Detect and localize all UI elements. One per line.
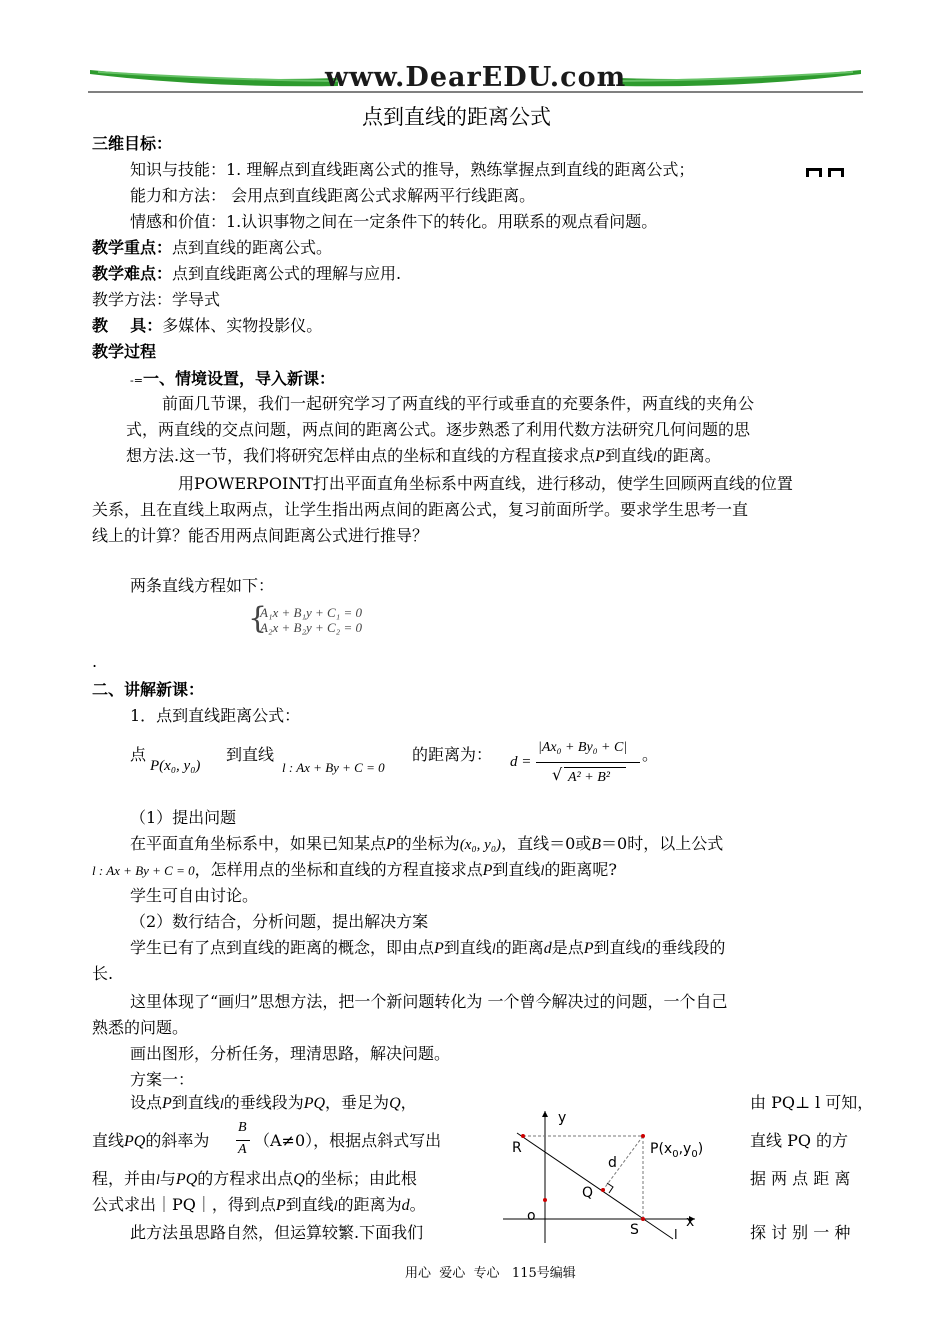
point-p [641, 1134, 645, 1138]
q2-l: l [641, 942, 646, 957]
formula-denominator: A² + B² [568, 770, 610, 785]
point-r [521, 1134, 525, 1138]
s1-para2-line3: 线上的计算？能否用两点间距离公式进行推导？ [92, 526, 429, 545]
section1-prefix: -= [130, 374, 143, 387]
p1-P: P [275, 1197, 286, 1214]
q2-text: 到直线 [593, 938, 642, 957]
equation-1: A₁x + B₁y + C₁ = 0 [260, 605, 362, 620]
q2-P: P [434, 940, 444, 957]
s1-para2-line2: 关系，且在直线上取两点，让学生指出两点间的距离公式，复习前面所学。要求学生思考一直 [92, 500, 749, 519]
p-text: P(x [650, 1141, 673, 1157]
formula-text: 到直线 [226, 745, 275, 764]
s1-text: 到直线 [604, 446, 653, 465]
goal-emotion: 情感和价值：1.认识事物之间在一定条件下的转化。用联系的观点看问题。 [130, 212, 658, 231]
p1-line1 [130, 1090, 417, 1113]
p1-l: l [219, 1097, 224, 1112]
difficulty-text: 点到直线距离公式的理解与应用. [172, 264, 402, 283]
p1-text: ， [400, 1093, 417, 1112]
page-footer: 用心 爱心 专心 115号编辑 [405, 1266, 576, 1281]
q1-P: P [482, 862, 493, 879]
section1-heading-row [130, 366, 335, 389]
p1-right2: 直线 PQ 的方 [750, 1131, 849, 1150]
item1: 1．点到直线距离公式： [130, 706, 301, 725]
teaching-tools [92, 313, 322, 336]
p1-text: 的坐标；由此根 [304, 1169, 417, 1188]
slope-den: A [238, 1142, 247, 1157]
fig-label-q: Q [582, 1185, 594, 1201]
p1-right1: 由 PQ⊥ l 可知， [750, 1093, 874, 1112]
q2-text: 的距离 [495, 938, 544, 957]
point-s [641, 1217, 645, 1221]
section2-heading: 二、讲解新课： [92, 680, 205, 699]
p-text: ,y [678, 1141, 692, 1157]
p1-l: l [156, 1173, 160, 1188]
fig-label-o: o [527, 1208, 536, 1224]
p-sub: 0 [672, 1148, 679, 1160]
q1-l: l [540, 864, 545, 879]
q2-title: （2）数行结合，分析问题，提出解决方案 [130, 912, 429, 931]
fraction-bar [536, 762, 640, 763]
p1-right3: 据 两 点 距 离 [750, 1169, 851, 1188]
q2-l: l [491, 942, 496, 957]
formula-numerator: |Ax₀ + By₀ + C| [538, 740, 628, 755]
s1-l: l [652, 450, 657, 465]
equation-2: A₂x + B₂y + C₂ = 0 [260, 620, 362, 635]
p1-text: 到直线 [171, 1093, 220, 1112]
p1-PQ: PQ [303, 1095, 326, 1112]
site-logo-text: www.DearEDU.com [325, 62, 627, 93]
point-q [601, 1188, 605, 1192]
q1-text: ，直线＝0或 [501, 834, 592, 853]
formula-point: P(x₀, y₀) [150, 758, 201, 774]
teaching-method: 教学方法：学导式 [92, 290, 221, 309]
s1-para1-line1: 前面几节课，我们一起研究学习了两直线的平行或垂直的充要条件，两直线的夹角公 [162, 394, 755, 413]
difficulty-label: 教学难点： [92, 264, 173, 283]
tools-label: 教 具： [92, 316, 163, 335]
s1-para1-line3 [126, 443, 721, 466]
s1-para1-line2: 式，两直线的交点问题，两点间的距离公式。逐步熟悉了利用代数方法研究几何问题的思 [126, 420, 751, 439]
p1-text: 设点 [130, 1093, 163, 1112]
fig-label-d: d [608, 1155, 617, 1171]
q1-text: ，怎样用点的坐标和直线的方程直接求点 [194, 860, 483, 879]
p1-d: d [401, 1197, 410, 1214]
goal-knowledge: 知识与技能：1. 理解点到直线距离公式的推导，熟练掌握点到直线的距离公式； [130, 160, 695, 179]
p-sub: 0 [691, 1148, 698, 1160]
q2-text: 到直线 [443, 938, 492, 957]
slope-bar [236, 1140, 250, 1141]
formula-line: l : Ax + By + C = 0 [282, 760, 385, 775]
p1-text: 的斜率为 [145, 1131, 210, 1150]
p1-PQ: PQ [175, 1171, 198, 1188]
key-point-label: 教学重点： [92, 238, 173, 257]
q2-text: 学生已有了点到直线的距离的概念，即由点 [130, 938, 435, 957]
q2-text: 的垂线段的 [645, 938, 726, 957]
sqrt-bar [564, 767, 626, 768]
p1-l: l [333, 1199, 338, 1214]
q1-text: 到直线 [492, 860, 541, 879]
idea-line1: 这里体现了“画归”思想方法，把一个新问题转化为 一个曾今解决过的问题，一个自己 [130, 992, 728, 1011]
tools-text: 多媒体、实物投影仪。 [162, 316, 323, 335]
p1-text: 到直线 [285, 1195, 334, 1214]
idea-line2: 熟悉的问题。 [92, 1018, 189, 1037]
slope-num: B [238, 1120, 247, 1135]
section1-heading: 一、情境设置，导入新课： [142, 369, 335, 388]
p1-text: 的距离为 [337, 1195, 402, 1214]
p1-line2-tail: （A≠0），根据点斜式写出 [254, 1131, 442, 1150]
q1-line2 [92, 857, 617, 880]
fig-label-p [650, 1141, 703, 1160]
q1-text: 的坐标为 [395, 834, 460, 853]
fig-label-s: S [630, 1222, 639, 1238]
p1-text: 的方程求出点 [197, 1169, 294, 1188]
p1-P: P [162, 1095, 172, 1112]
p1-text: ，垂足为 [325, 1093, 390, 1112]
p1-slope-fraction [236, 1120, 250, 1162]
q1-B: B [591, 836, 602, 853]
p1-PQ: PQ [124, 1133, 146, 1150]
key-point [92, 235, 332, 258]
q2-line1 [130, 935, 725, 958]
s1-text: 的距离。 [656, 446, 721, 465]
q1-line-eq: l : Ax + By + C = 0 [92, 863, 195, 878]
p1-text: 的垂线段为 [223, 1093, 304, 1112]
q2-d: d [543, 940, 552, 957]
p1-text: 与 [159, 1169, 176, 1188]
fig-label-y: y [558, 1110, 567, 1126]
brace: { [248, 601, 268, 636]
p1-text: 直线 [92, 1131, 125, 1150]
formula-text: 点 [130, 745, 147, 764]
equations-intro: 两条直线方程如下： [130, 576, 275, 595]
key-point-text: 点到直线的距离公式。 [172, 238, 333, 257]
p1-line5: 此方法虽思路自然，但运算较繁.下面我们 [130, 1223, 424, 1242]
q2-P: P [583, 940, 594, 957]
p1-Q: Q [293, 1171, 305, 1188]
draw-line: 画出图形，分析任务，理清思路，解决问题。 [130, 1044, 451, 1063]
p1-text: 程，并由 [92, 1169, 157, 1188]
distance-figure [495, 1105, 745, 1255]
process-heading: 教学过程 [92, 342, 157, 361]
q1-line1 [130, 831, 723, 854]
p1-line2 [92, 1128, 209, 1151]
formula-d: d = [510, 754, 532, 770]
difficulty [92, 261, 401, 284]
p1-text: 。 [409, 1195, 426, 1214]
s1-para2-line1: 用POWERPOINT打出平面直角坐标系中两直线，进行移动，使学生回顾两直线的位置 [178, 474, 793, 493]
q2-text: 是点 [551, 938, 584, 957]
q1-text: 的距离呢? [544, 860, 617, 879]
sqrt-icon: √ [552, 765, 563, 784]
stray-dot: . [92, 652, 98, 671]
q2-line2: 长. [92, 964, 114, 983]
p1-line3 [92, 1166, 417, 1189]
page-title: 点到直线的距离公式 [362, 105, 551, 129]
fig-label-r: R [512, 1140, 522, 1156]
formula-text: 。 [642, 745, 659, 764]
goals-heading: 三维目标： [92, 134, 173, 153]
right-angle-mark [607, 1183, 613, 1193]
p1-line4 [92, 1192, 426, 1215]
discuss: 学生可自由讨论。 [130, 886, 259, 905]
p1-Q: Q [389, 1095, 401, 1112]
s1-text: 想方法.这一节，我们将研究怎样由点的坐标和直线的方程直接求点 [126, 446, 596, 465]
formula-text: 的距离为： [412, 745, 493, 764]
p-text: ) [697, 1141, 704, 1157]
q1-coord: (x₀, y₀) [459, 837, 502, 853]
fig-label-l: l [674, 1228, 678, 1243]
p1-right5: 探 讨 别 一 种 [750, 1223, 851, 1242]
q1-text: ＝0时，以上公式 [601, 834, 724, 853]
toc-marker-icon [804, 166, 848, 178]
q1-text: 在平面直角坐标系中，如果已知某点 [130, 834, 387, 853]
plan1-heading: 方案一： [130, 1070, 195, 1089]
fig-label-x: x [686, 1214, 695, 1230]
s1-P: P [595, 448, 605, 465]
point-o [543, 1198, 547, 1202]
q1-title: （1）提出问题 [130, 808, 237, 827]
distance-formula [130, 738, 670, 794]
q1-P: P [386, 836, 396, 853]
p1-text: 公式求出｜PQ｜，得到点 [92, 1195, 276, 1214]
goal-ability: 能力和方法： 会用点到直线距离公式求解两平行线距离。 [130, 186, 536, 205]
